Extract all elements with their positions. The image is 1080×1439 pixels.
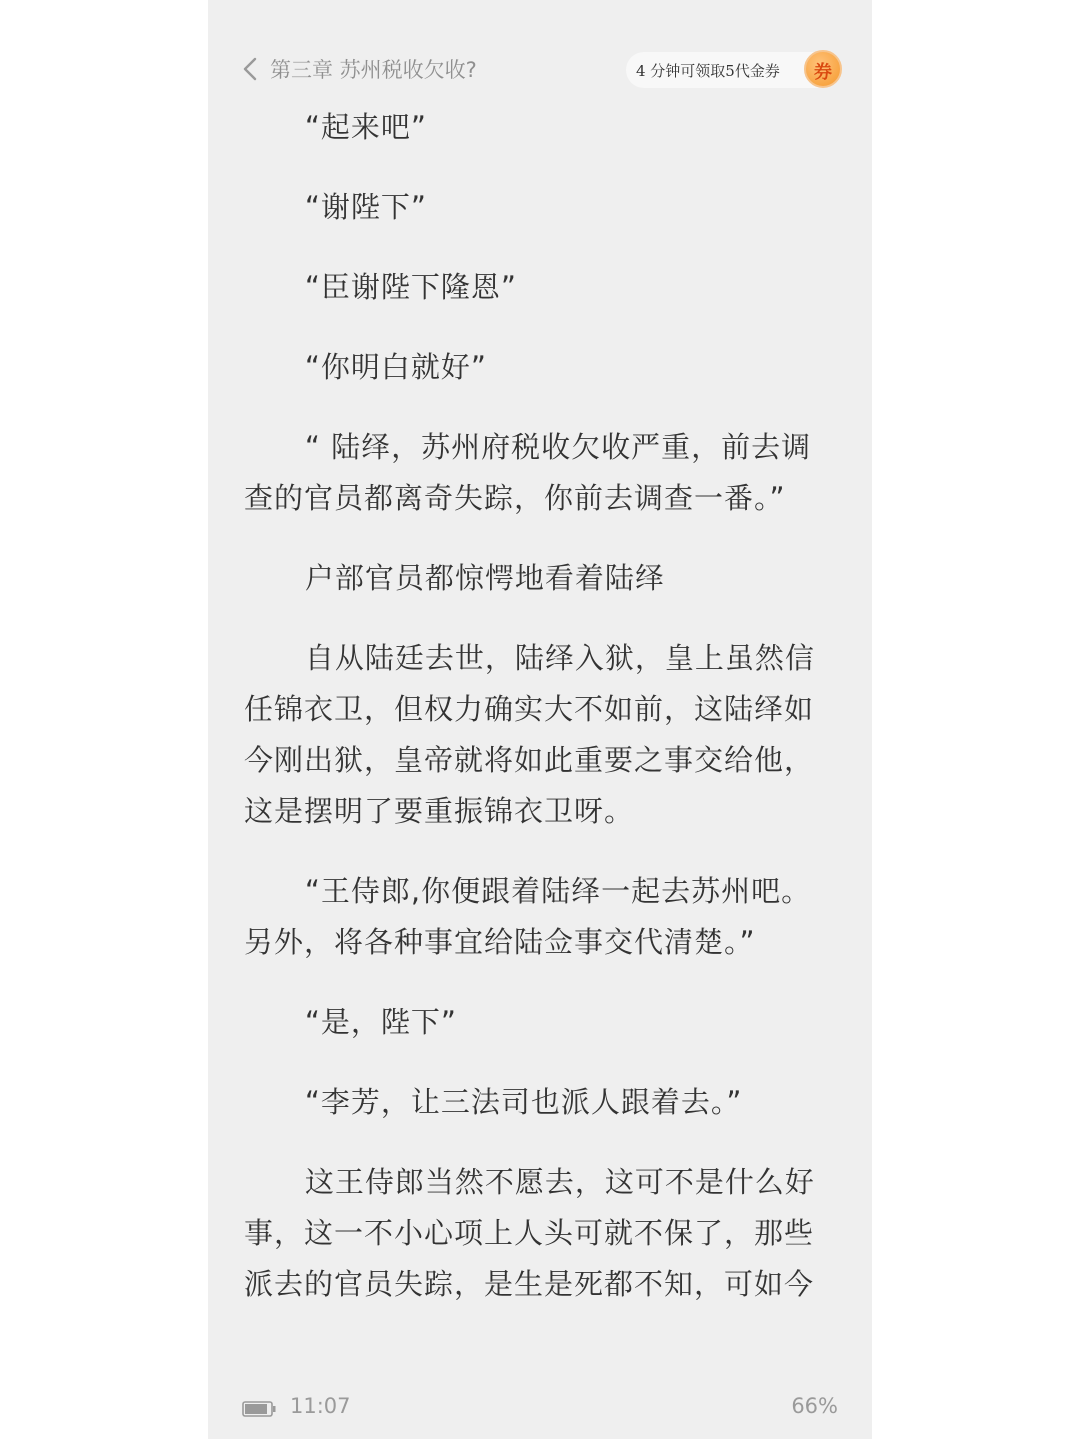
clock-time: 11:07	[290, 1394, 351, 1418]
reader-footer	[208, 1392, 872, 1424]
chapter-body	[244, 100, 836, 1310]
reading-progress: 66%	[791, 1394, 838, 1418]
paragraph: “谢陛下”	[304, 190, 427, 224]
chevron-left-icon[interactable]	[238, 56, 264, 82]
reader-screen	[208, 0, 872, 1439]
paragraph: “起来吧”	[304, 110, 427, 144]
chapter-title: 第三章 苏州税收欠收?	[270, 58, 477, 82]
paragraph: “是，陛下”	[304, 1005, 457, 1039]
paragraph: “王侍郎,你便跟着陆绎一起去苏州吧。另外，将各种事宜给陆佥事交代清楚。”	[244, 874, 812, 959]
paragraph: “你明白就好”	[304, 350, 487, 384]
paragraph: 户部官员都惊愕地看着陆绎	[304, 561, 665, 595]
coupon-countdown-text: 4 分钟可领取5代金券	[636, 62, 780, 80]
battery-icon	[242, 1401, 276, 1417]
paragraph: 这王侍郎当然不愿去，这可不是什么好事，这一不小心项上人头可就不保了，那些派去的官员失踪，是生是死都不知，可如今	[244, 1165, 815, 1301]
coupon-reward-button[interactable]	[626, 52, 836, 88]
paragraph: “ 陆绎，苏州府税收欠收严重，前去调查的官员都离奇失踪，你前去调查一番。”	[244, 430, 812, 515]
paragraph: 自从陆廷去世，陆绎入狱，皇上虽然信任锦衣卫，但权力确实大不如前，这陆绎如今刚出狱，皇帝就将如此重要之事交给他，这是摆明了要重振锦衣卫呀。	[244, 641, 815, 828]
paragraph: “臣谢陛下隆恩”	[304, 270, 517, 304]
coupon-badge-label: 券	[814, 62, 832, 83]
paragraph: “李芳，让三法司也派人跟着去。”	[304, 1085, 743, 1119]
reader-header	[208, 40, 872, 100]
coupon-icon[interactable]	[804, 50, 842, 88]
